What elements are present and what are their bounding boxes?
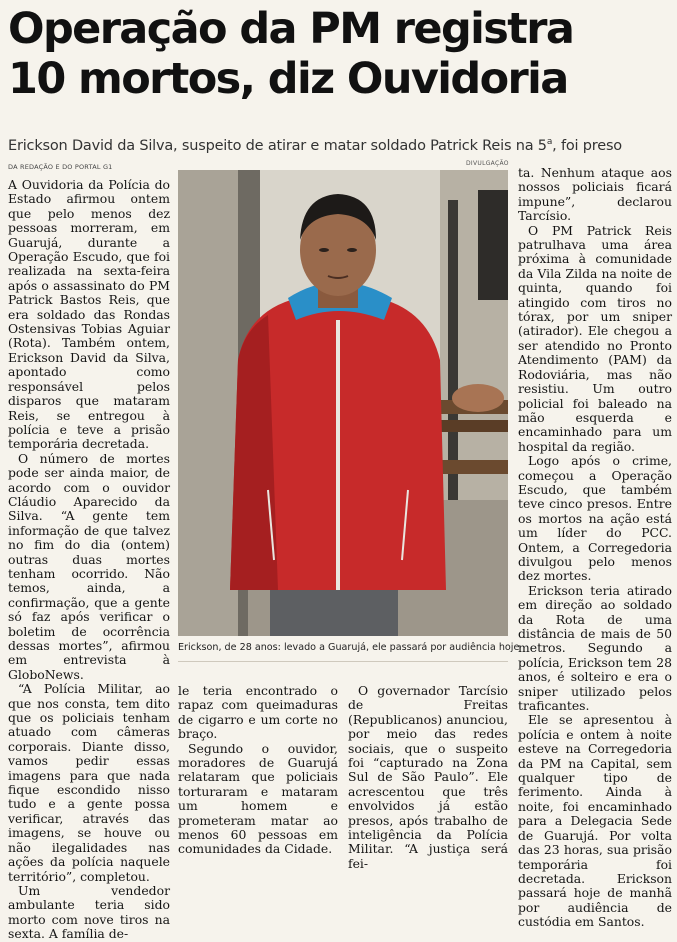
article-column-2 [178, 683, 338, 857]
paragraph: O governador Tarcísio de Freitas (Republicanos) anunciou, por meio das redes sociais, que o suspeito foi “capturado na Zona Sul de São Paulo”. Ele acrescentou que três envolvidos já estão presos, após trabalho de inteligência da Polícia Militar. “A justiça será fei- [348, 683, 508, 871]
paragraph: le teria encontrado o rapaz com queimaduras de cigarro e um corte no braço. [178, 683, 338, 742]
paragraph: Ele se apresentou à polícia e ontem à noite esteve na Corregedoria da PM na Capital, sem qualquer tipo de ferimento. Ainda à noite, foi encaminhado para a Delegacia Sede de Guarujá. Por volta das 23 horas, sua prisão temporária foi decretada. Erickson passará hoje de manhã por audiência de custódia em Santos. [518, 712, 672, 930]
paragraph: Um vendedor ambulante teria sido morto com nove tiros na sexta. A família de- [8, 882, 170, 942]
paragraph: “A Polícia Militar, ao que nos consta, tem dito que os policiais tenham atuado com câmeras corporais. Diante disso, vamos pedir essas imagens para que nada fique escondido nisso tudo e a gente possa verificar, através das imagens, se houve ou não ilegalidades nas ações da polícia naquele território”, completou. [8, 681, 170, 884]
subhead-text: Erickson David da Silva, suspeito de atirar e matar soldado Patrick Reis na 5 [8, 137, 547, 154]
subhead-ordinal: a [546, 137, 553, 147]
subheadline [8, 132, 673, 156]
headline-line-1: Operação da PM registra [8, 4, 574, 54]
photo-caption: Erickson, de 28 anos: levado a Guarujá, ele passará por audiência hoje [178, 642, 520, 653]
subhead-tail: , foi preso [552, 137, 622, 154]
paragraph: ta. Nenhum ataque aos nossos policiais ficará impune”, declarou Tarcísio. [518, 165, 672, 224]
headline-line-2: 10 mortos, diz Ouvidoria [8, 54, 568, 104]
headline [8, 4, 673, 104]
photo-illustration [178, 170, 508, 636]
paragraph: O número de mortes pode ser ainda maior, de acordo com o ouvidor Cláudio Aparecido da Silva. “A gente tem informação de que talvez no fim do dia (ontem) outras duas mortes tenham ocorrido. Não temos, ainda, a confirmação, que a gente só faz após verificar o boletim de ocorrência dessas mortes”, afirmou em entrevista à GloboNews. [8, 450, 170, 682]
article-column-4 [518, 165, 672, 930]
paragraph: Logo após o crime, começou a Operação Escudo, que também teve cinco presos. Entre os mortos na ação está um líder do PCC. Ontem, a Corregedoria divulgou pelo menos dez mortes. [518, 453, 672, 584]
byline: DA REDAÇÃO E DO PORTAL G1 [8, 163, 113, 171]
paragraph: Erickson teria atirado em direção ao soldado da Rota de uma distância de mais de 50 metros. Segundo a polícia, Erickson tem 28 anos, é solteiro e era o sniper utilizado pelos traficantes. [518, 582, 672, 714]
photo-credit: DIVULGAÇÃO [466, 160, 509, 167]
paragraph: Segundo o ouvidor, moradores de Guarujá relataram que policiais torturaram e mataram um homem e prometeram matar ao menos 60 pessoas em comunidades da Cidade. [178, 740, 338, 857]
article-column-3 [348, 683, 508, 871]
paragraph: O PM Patrick Reis patrulhava uma área próxima à comunidade da Vila Zilda na noite de quinta, quando foi atingido com tiros no tórax, por um sniper (atirador). Ele chegou a ser atendido no Pronto Atendimento (PAM) da Rodoviária, mas não resistiu. Um outro policial foi baleado na mão esquerda e encaminhado para um hospital da região. [518, 222, 672, 454]
paragraph: A Ouvidoria da Polícia do Estado afirmou ontem que pelo menos dez pessoas morreram, em Guarujá, durante a Operação Escudo, que foi realizada na sexta-feira após o assassinato do PM Patrick Bastos Reis, que era soldado das Rondas Ostensivas Tobias Aguiar (Rota). Também ontem, Erickson David da Silva, apontado como responsável pelos disparos que mataram Reis, se entregou à polícia e teve a prisão temporária decretada. [8, 177, 170, 452]
divider [178, 661, 508, 662]
news-photo [178, 170, 508, 636]
article-column-1 [8, 177, 170, 942]
